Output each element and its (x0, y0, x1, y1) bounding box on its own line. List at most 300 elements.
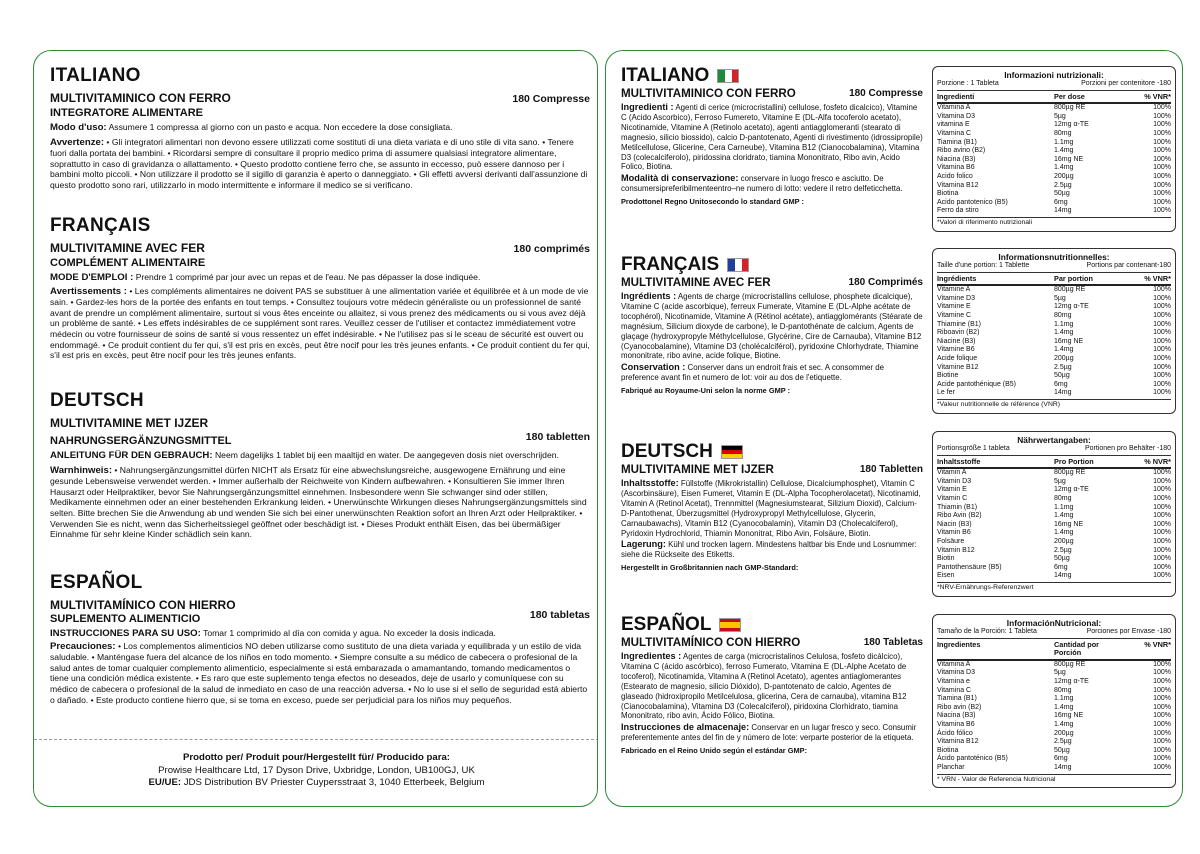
table-row (937, 755, 1171, 764)
nutrient-nrv: 100% (1153, 104, 1171, 112)
nutrient-amount: 6mg (1054, 755, 1068, 763)
warnings-text (50, 286, 590, 361)
warnings-label: Precauciones: (50, 640, 116, 652)
nutrient-nrv: 100% (1153, 494, 1171, 502)
nutrient-amount: 6mg (1054, 563, 1068, 571)
spain-flag-icon (719, 618, 741, 632)
nutrient-amount: 5µg (1054, 477, 1066, 485)
nutrient-amount: 12mg α-TE (1054, 121, 1089, 129)
servings-per-container: Porzioni per contenitore -180 (1081, 80, 1171, 87)
ingredients-value: Agents de charge (microcristallins cellulose, phosphete dicalcique), Vitamine C (acide ascorbique), ferreux Fumerate, Vitamine E (DL-Alphe acétate de tocophérol), Nicotinamide, Vitamine A (Rétinol acétate), antiagglomérants (Stéarate de magnésium, Silicium dioxyde de carbone), le D-pantothénate de calcium, Agents de glaçage (hydroxypropyle Méthylcellulose, Glycérine, Cire de Carnauba), Vitamine B12 (Cyanocobalamine), Vitamine D3 (cholécalciférol), pyridoxine Chlorhydrate, Thiamine mononitrate, ribo avine, acide folique, Biotine. (621, 292, 923, 361)
nutrient-amount: 80mg (1054, 494, 1072, 502)
table-row (937, 295, 1171, 304)
product-name (621, 276, 923, 290)
nutrient-name: Tiamina (B1) (937, 138, 977, 146)
table-row (937, 661, 1171, 670)
warnings-text (50, 641, 590, 706)
nutrient-nrv: 100% (1153, 172, 1171, 180)
nutrient-amount: 16mg NE (1054, 155, 1084, 163)
eu-address (34, 777, 598, 790)
table-row (937, 139, 1171, 148)
made-in-note: Fabriqué au Royaume-Uni selon la norme GMP : (621, 386, 791, 396)
tablet-count: 180 tabletten (525, 431, 590, 443)
nutrient-nrv: 100% (1153, 746, 1171, 754)
nutrient-amount: 80mg (1054, 129, 1072, 137)
nutrient-name: Vitamine D3 (937, 294, 976, 302)
table-row (937, 312, 1171, 321)
language-heading (621, 614, 923, 636)
nutrient-name: Acido pantotenico (B5) (937, 198, 1008, 206)
section-espanol (621, 614, 923, 755)
nutrient-name: Biotine (937, 372, 959, 380)
product-name (621, 87, 923, 101)
nutrient-nrv: 100% (1153, 546, 1171, 554)
nutrient-name: Vitamine E (937, 303, 971, 311)
warnings-value: • Les compléments alimentaires ne doivent PAS se substituer à une alimentation variée et équilibrée et à un mode de vie sain. • Gardez-les hors de la portée des enfants en tout temps. • Consultez toujours votre médecin généraliste ou un professionnel de santé avant de prendre un complément alimentaire, surtout si vous êtes enceinte ou allaitez, si vous prenez des médicaments ou si vous avez déjà un problème de santé. • Les effets indésirables de ce supplément sont rares. Veuillez cesser de l'utiliser et contactez immédiatement votre médecin ou votre fournisseur de soins de santé si vous ressentez un effet indésirable. • Ne l'utilisez pas si le sceau de sécurité est ouvert ou endommagé. • Ce produit contient du fer qui, s'il est pris en excès, peut être nocif pour les très jeunes enfants. • Ce produit contient du fer qui, s'il est pris en excès, peut être nocif pour les très jeunes enfants. (50, 285, 590, 361)
nutrient-nrv: 100% (1153, 520, 1171, 528)
ingredients-label: Inhaltsstoffe: (621, 478, 679, 488)
header-ingredient: Ingrédients (937, 273, 977, 283)
tablet-count: 180 Tabletten (859, 464, 923, 475)
nutrient-name: Vitamine B12 (937, 363, 979, 371)
table-row (937, 355, 1171, 364)
nutrient-name: Biotina (937, 190, 959, 198)
nutrient-amount: 2.5µg (1054, 363, 1072, 371)
nutrient-nrv: 100% (1153, 164, 1171, 172)
nutrient-name: Vitamine B6 (937, 346, 975, 354)
table-row (937, 512, 1171, 521)
ingredients-label: Ingredienti : (621, 102, 674, 112)
table-row (937, 538, 1171, 547)
ingredients-label: Ingredientes : (621, 651, 682, 661)
product-name-text: MULTIVITAMINE AVEC FER (50, 241, 205, 255)
nutrient-amount: 800µg RE (1054, 660, 1086, 668)
table-row (937, 469, 1171, 478)
table-row (937, 164, 1171, 173)
nutrient-amount: 1.1mg (1054, 320, 1074, 328)
header-amount: Par portion (1054, 273, 1093, 283)
nutrient-name: Vitamina C (937, 129, 972, 137)
nutrient-amount: 16mg NE (1054, 520, 1084, 528)
nutrition-title: Nährwertangaben: (1017, 435, 1091, 445)
section-francais (621, 254, 923, 395)
nutrient-nrv: 100% (1153, 669, 1171, 677)
nutrient-name: Vitamina C (937, 686, 972, 694)
nutrient-name: Niacina (B3) (937, 155, 976, 163)
usage-value: Tomar 1 comprimido al día con comida y agua. No exceder la dosis indicada. (203, 628, 496, 638)
nutrient-nrv: 100% (1153, 712, 1171, 720)
tablet-count: 180 Comprimés (848, 277, 923, 288)
nutrient-name: Niacine (B3) (937, 337, 976, 345)
nutrient-name: Vitamina B12 (937, 181, 979, 189)
nutrient-nrv: 100% (1153, 729, 1171, 737)
nutrient-nrv: 100% (1153, 121, 1171, 129)
nutrient-name: vitamina E (937, 121, 970, 129)
table-row (937, 329, 1171, 338)
product-name-text: MULTIVITAMÍNICO CON HIERRO (50, 598, 236, 612)
nrv-footnote: * VRN - Valor de Referencia Nutricional (937, 774, 1171, 785)
nutrient-amount: 5µg (1054, 294, 1066, 302)
table-row (937, 529, 1171, 538)
table-row (937, 364, 1171, 373)
nutrient-nrv: 100% (1153, 572, 1171, 580)
tablet-count: 180 Compresse (512, 93, 590, 105)
header-ingredient: Inhaltsstoffe (937, 456, 981, 466)
nutrient-nrv: 100% (1153, 155, 1171, 163)
table-row (937, 669, 1171, 678)
nutrient-amount: 800µg RE (1054, 469, 1086, 477)
tablet-count: 180 comprimés (513, 243, 590, 255)
usage-text (50, 628, 590, 640)
section-espanol (50, 573, 590, 705)
nutrient-nrv: 100% (1153, 147, 1171, 155)
usage-value: Assumere 1 compressa al giorno con un pasto e acqua. Non eccedere la dose consigliata. (108, 122, 453, 132)
product-name-text: MULTIVITAMINE AVEC FER (621, 276, 771, 289)
nutrient-amount: 1.1mg (1054, 695, 1074, 703)
nutrient-name: Eisen (937, 572, 955, 580)
language-heading-text: ESPAÑOL (621, 614, 712, 635)
tablet-count: 180 Compresse (849, 88, 923, 99)
nutrient-nrv: 100% (1153, 529, 1171, 537)
product-name-text: MULTIVITAMINICO CON FERRO (621, 87, 796, 100)
usage-label: ANLEITUNG FÜR DEN GEBRAUCH: (50, 450, 213, 461)
section-deutsch (621, 441, 923, 572)
nutrient-amount: 200µg (1054, 172, 1074, 180)
nutrient-amount: 1.4mg (1054, 529, 1074, 537)
nutrient-nrv: 100% (1153, 207, 1171, 215)
nutrient-name: Vitamin B12 (937, 546, 975, 554)
nutrient-amount: 2.5µg (1054, 738, 1072, 746)
table-row (937, 173, 1171, 182)
usage-label: INSTRUCCIONES PARA SU USO: (50, 628, 201, 639)
table-row (937, 738, 1171, 747)
language-heading-text: ITALIANO (621, 65, 710, 86)
storage-value: Kühl und trocken lagern. Mindestens haltbar bis Ende und Losnummer: siehe die Rückseite des Etiketts. (621, 540, 917, 560)
header-nrv: % VNR* (1144, 91, 1171, 101)
nutrient-amount: 1.4mg (1054, 346, 1074, 354)
nutrient-amount: 6mg (1054, 198, 1068, 206)
nutrient-name: Biotin (937, 555, 955, 563)
section-deutsch (50, 391, 590, 540)
nutrient-name: Niacina (B3) (937, 712, 976, 720)
language-heading-text: FRANÇAIS (621, 254, 720, 275)
nutrient-nrv: 100% (1153, 695, 1171, 703)
ingredients-text (621, 652, 923, 721)
warnings-value: • Nahrungsergänzungsmittel dürfen NICHT als Ersatz für eine abwechslungsreiche, ausgewogene Ernährung und eine gesunde Lebensweise verwendet werden. • Immer außerhalb der Reichweite von Kindern aufbewahren. • Konsultieren Sie immer Ihren Hausarzt oder Heilpraktiker, bevor Sie Nahrungsergänzungsmittel einnehmen. Insbesondere wenn Sie schwanger sind oder stillen, Medikamente einnehmen oder an einer bestehenden Erkrankung leiden. • Unerwünschte Wirkungen dieses Nahrungsergänzungsmittels sind selten. Bitte brechen Sie die Anwendung ab und wenden Sie sich bei einer unerwünschten Reaktion sofort an Ihren Arzt oder Heilpraktiker. • Verwenden Sie es nicht, wenn das Sicherheitssiegel geöffnet oder beschädigt ist. • Dieses Produkt enthält Eisen, das bei übermäßiger Einnahme für sehr kleine Kinder schädlich sein kann. (50, 464, 587, 540)
nutrient-nrv: 100% (1153, 294, 1171, 302)
nutrient-nrv: 100% (1153, 555, 1171, 563)
table-row (937, 121, 1171, 130)
nutrient-nrv: 100% (1153, 320, 1171, 328)
usage-text (50, 272, 590, 284)
nutrient-amount: 1.4mg (1054, 512, 1074, 520)
nutrient-amount: 1.4mg (1054, 720, 1074, 728)
made-in-note: Prodottonel Regno Unitosecondo lo standard GMP : (621, 197, 804, 207)
made-in-note: Fabricado en el Reino Unido según el estándar GMP: (621, 746, 808, 756)
product-category: NAHRUNGSERGÄNZUNGSMITTEL (50, 435, 232, 447)
nutrient-amount: 1.4mg (1054, 329, 1074, 337)
nutrient-nrv: 100% (1153, 512, 1171, 520)
product-category: COMPLÉMENT ALIMENTAIRE (50, 257, 206, 269)
germany-flag-icon (721, 445, 743, 459)
table-row (937, 286, 1171, 295)
nutrient-amount: 200µg (1054, 729, 1074, 737)
nutrient-name: Vitamine A (937, 286, 971, 294)
nutrient-nrv: 100% (1153, 372, 1171, 380)
nutrient-name: Ácido pantoténico (B5) (937, 755, 1008, 763)
nutrient-amount: 200µg (1054, 354, 1074, 362)
storage-text (621, 363, 923, 383)
table-row (937, 338, 1171, 347)
nutrient-amount: 80mg (1054, 311, 1072, 319)
nutrient-name: Planchar (937, 763, 965, 771)
table-header (937, 456, 1171, 470)
nutrient-amount: 800µg RE (1054, 286, 1086, 294)
nutrient-name: Vitamina B12 (937, 738, 979, 746)
table-row (937, 687, 1171, 696)
nutrient-amount: 80mg (1054, 686, 1072, 694)
storage-value: Conservar en un lugar fresco y seco. Consumir preferentemente antes del fin de y número de lote: verparte posterior de la etiqueta. (621, 723, 917, 743)
table-row (937, 521, 1171, 530)
nutrient-nrv: 100% (1153, 660, 1171, 668)
table-row (937, 712, 1171, 721)
table-row (937, 346, 1171, 355)
serving-size: Tamaño de la Porción: 1 Tableta (937, 628, 1037, 635)
table-row (937, 389, 1171, 398)
nutrient-name: Vitamina A (937, 660, 971, 668)
table-row (937, 130, 1171, 139)
table-header (937, 91, 1171, 105)
nutrient-name: Vitamina D3 (937, 669, 976, 677)
table-row (937, 555, 1171, 564)
nutrient-nrv: 100% (1153, 138, 1171, 146)
nutrient-name: Thiamine (B1) (937, 320, 981, 328)
table-row (937, 207, 1171, 216)
header-nrv: % VNR* (1144, 639, 1171, 649)
serving-size: Portionsgröße 1 tableta (937, 445, 1010, 452)
nutrient-amount: 50µg (1054, 746, 1070, 754)
nutrient-name: Ribo avin (B2) (937, 703, 982, 711)
nutrition-title: Informationsnutritionnelles: (998, 252, 1110, 262)
nutrient-nrv: 100% (1153, 346, 1171, 354)
serving-info (937, 445, 1171, 456)
nutrient-amount: 12mg α-TE (1054, 303, 1089, 311)
table-header (937, 273, 1171, 287)
ingredients-text (621, 103, 923, 172)
nrv-footnote: *Valeur nutritionnelle de référence (VNR) (937, 399, 1171, 410)
nutrient-nrv: 100% (1153, 563, 1171, 571)
nutrient-amount: 16mg NE (1054, 712, 1084, 720)
nutrient-nrv: 100% (1153, 686, 1171, 694)
serving-size: Porzione : 1 Tableta (937, 80, 999, 87)
nutrient-nrv: 100% (1153, 703, 1171, 711)
nutrient-name: Vitamin C (937, 494, 968, 502)
nutrient-amount: 14mg (1054, 763, 1072, 771)
table-row (937, 321, 1171, 330)
nutrient-nrv: 100% (1153, 755, 1171, 763)
nutrient-nrv: 100% (1153, 738, 1171, 746)
storage-value: Conserver dans un endroit frais et sec. A consommer de preference avant fin et numero de lot: voir au dos de l'etiquette. (621, 363, 885, 383)
product-name-text: MULTIVITAMINICO CON FERRO (50, 91, 231, 105)
table-row (937, 547, 1171, 556)
table-row (937, 147, 1171, 156)
nutrient-amount: 50µg (1054, 190, 1070, 198)
nutrient-nrv: 100% (1153, 112, 1171, 120)
storage-value: conservare in luogo fresco e asciutto. De consumersipreferibilmenteentro–ne numero di lotto: vedere il retro delfeticchetta. (621, 174, 903, 194)
nutrient-name: Acido folico (937, 172, 973, 180)
left-label-panel (33, 50, 598, 807)
right-label-panel (605, 50, 1183, 807)
nutrition-table-es (932, 614, 1176, 788)
nutrition-table-de (932, 431, 1176, 597)
eu-label: EU/UE: (148, 777, 182, 788)
table-row (937, 730, 1171, 739)
nutrient-name: Acide folique (937, 354, 978, 362)
header-amount: Cantidad por Porción (1054, 639, 1099, 658)
nutrient-name: Acide pantothénique (B5) (937, 380, 1016, 388)
nutrient-amount: 2.5µg (1054, 181, 1072, 189)
nutrient-name: Vitamina e (937, 677, 970, 685)
nutrient-name: Vitamina D3 (937, 112, 976, 120)
nutrient-nrv: 100% (1153, 486, 1171, 494)
nutrient-name: Ribo avino (B2) (937, 147, 986, 155)
header-nrv: % VNR* (1144, 273, 1171, 283)
storage-text (621, 723, 923, 743)
nutrient-nrv: 100% (1153, 303, 1171, 311)
ingredients-value: Füllstoffe (Mikrokristallin) Cellulose, Dicalciumphosphet), Vitamin C (Ascorbinsäure), Eisen Fumeret, Vitamin E (DL-Alpha Tocopherolacetat), Nicotinamid, Vitamin A (Retinol Acetat), Trennmittel (Magnesiumstearat, Silizium Dioxid), Calcium-D-Pantothenat, Überzugsmittel (Hydroxypropyl Methylcellulose, Glycerin, Carnaubawachs), Vitamin B12 (Cyanocobalamin), Vitamin D3 (Cholecalciferol), Pyridoxin Hydrochlorid, Thiamin Mononitrat, Ribo Avin, Folsäure, Biotin. (621, 479, 921, 538)
nutrient-amount: 1.1mg (1054, 503, 1074, 511)
storage-label: Conservation : (621, 362, 686, 373)
nutrient-name: Le fer (937, 389, 955, 397)
nutrient-amount: 12mg α-TE (1054, 486, 1089, 494)
italy-flag-icon (717, 69, 739, 83)
language-heading: FRANÇAIS (50, 215, 151, 236)
usage-label: Modo d'uso: (50, 122, 107, 133)
warnings-value: • Gli integratori alimentari non devono essere utilizzati come sostituti di una dieta variata e di uno stile di vita sano. • Tenere fuori dalla portata dei bambini. • Ricordarsi sempre di consultare il proprio medico prima di assumere qualsiasi integratore alimentare, soprattutto in caso di gravidanza o allattamento. • Questo prodotto contiene ferro che, se assunto in eccesso, può essere dannoso per i bambini molto piccoli. • Non utilizzare il prodotto se il sigillo di garanzia è aperto o danneggiato. • Gli effetti avversi derivanti dall'assunzione di questo prodotto sono rari, utilizzarlo in modo intermittente e informare il medico se si verificano. (50, 136, 588, 190)
nutrient-nrv: 100% (1153, 363, 1171, 371)
language-heading: DEUTSCH (50, 390, 144, 411)
france-flag-icon (727, 258, 749, 272)
nutrient-name: Ácido fólico (937, 729, 973, 737)
nutrient-amount: 50µg (1054, 555, 1070, 563)
product-name (50, 91, 590, 105)
made-in-note: Hergestellt in Großbritannien nach GMP-Standard: (621, 563, 799, 573)
ingredients-value: Agenti di cerice (microcristallini) cellulose, fosfeto dicalcico), Vitamine C (Acido Ascorbico), Ferroso Fumereto, Vitamine E (DL-Alfa tocoferolo acetato), Nicotinamide, Vitamine A (Retinolo acetato), agenti antiagglomeranti (stearato di magnesio, silicio biossido), calcio D-pantotenato, Agenti di rivestimento (idrossipropile) Metilcellulose, Glicerine, Cera Carneube), Vitamina B12 (Cianocobalamina), Vitamina D3 (colecalciferolo), piridossina cloridrato, tiamina Mononitrato, Ribo avin, Acido Folico, Biotina. (621, 103, 923, 172)
nutrient-name: Vitamin D3 (937, 477, 972, 485)
nutrient-amount: 1.4mg (1054, 703, 1074, 711)
storage-label: Instrucciones de almacenaje: (621, 722, 750, 733)
product-name-text: MULTIVITAMÍNICO CON HIERRO (621, 636, 801, 649)
section-francais (50, 216, 590, 361)
nutrient-amount: 2.5µg (1054, 546, 1072, 554)
uk-address: Prowise Healthcare Ltd, 17 Dyson Drive, Uxbridge, London, UB100GJ, UK (158, 764, 475, 776)
nutrient-nrv: 100% (1153, 329, 1171, 337)
section-italiano (621, 65, 923, 206)
usage-value: Prendre 1 comprimé par jour avec un repas et de l'eau. Ne pas dépasser la dose indiquée. (135, 272, 481, 282)
warnings-label: Avertissements : (50, 285, 127, 297)
usage-text (50, 450, 590, 462)
ingredients-text (621, 292, 923, 361)
language-heading (621, 65, 923, 87)
warnings-text (50, 137, 590, 191)
nutrient-nrv: 100% (1153, 389, 1171, 397)
nutrition-table-fr (932, 248, 1176, 414)
nutrient-amount: 1.4mg (1054, 147, 1074, 155)
table-row (937, 372, 1171, 381)
eu-address-text: JDS Distribution BV Priester Cuypersstraat 3, 1040 Etterbeek, Belgium (183, 777, 485, 788)
product-name-text: MULTIVITAMINE MET IJZER (621, 463, 774, 476)
header-ingredient: Ingredienti (937, 91, 975, 101)
serving-info (937, 628, 1171, 639)
product-name (621, 463, 923, 477)
nutrient-name: Folsäure (937, 537, 965, 545)
serving-info (937, 262, 1171, 273)
storage-text (621, 540, 923, 560)
table-row (937, 113, 1171, 122)
produced-for-label: Prodotto per/ Produit pour/Hergestellt für/ Producido para: (182, 752, 451, 763)
ingredients-text (621, 479, 923, 538)
manufacturer-footer (34, 739, 598, 790)
table-row (937, 156, 1171, 165)
table-row (937, 104, 1171, 113)
table-row (937, 478, 1171, 487)
ingredients-label: Ingrédients : (621, 291, 677, 301)
language-heading: ESPAÑOL (50, 572, 143, 593)
serving-info (937, 80, 1171, 91)
table-row (937, 678, 1171, 687)
usage-label: MODE D'EMPLOI : (50, 272, 134, 283)
nutrient-nrv: 100% (1153, 537, 1171, 545)
nrv-footnote: *Valori di riferimento nutrizionali (937, 217, 1171, 228)
language-heading-text: DEUTSCH (621, 441, 713, 462)
servings-per-container: Portions par contenant-180 (1086, 262, 1171, 269)
table-row (937, 572, 1171, 581)
nutrient-amount: 12mg α-TE (1054, 677, 1089, 685)
header-amount: Pro Portion (1054, 456, 1094, 466)
nutrient-nrv: 100% (1153, 354, 1171, 362)
nutrient-name: Vitamin E (937, 486, 967, 494)
table-row (937, 704, 1171, 713)
nutrient-nrv: 100% (1153, 337, 1171, 345)
usage-text (50, 122, 590, 134)
nutrient-nrv: 100% (1153, 677, 1171, 685)
language-heading: ITALIANO (50, 65, 141, 86)
nutrient-nrv: 100% (1153, 763, 1171, 771)
tablet-count: 180 Tabletas (863, 637, 923, 648)
language-heading (621, 254, 923, 276)
nutrient-nrv: 100% (1153, 720, 1171, 728)
table-row (937, 199, 1171, 208)
nutrient-name: Vitamina B6 (937, 164, 975, 172)
nutrient-name: Thiamin (B1) (937, 503, 978, 511)
nutrient-amount: 800µg RE (1054, 104, 1086, 112)
nutrition-table-it (932, 66, 1176, 232)
storage-text (621, 174, 923, 194)
nutrient-name: Niacin (B3) (937, 520, 972, 528)
servings-per-container: Portionen pro Behälter -180 (1085, 445, 1171, 452)
nutrient-amount: 14mg (1054, 572, 1072, 580)
nutrient-name: Biotina (937, 746, 959, 754)
warnings-text (50, 465, 590, 540)
nutrient-nrv: 100% (1153, 286, 1171, 294)
nutrient-name: Vitamin A (937, 469, 967, 477)
nutrient-nrv: 100% (1153, 198, 1171, 206)
warnings-label: Warnhinweis: (50, 464, 113, 476)
nutrient-nrv: 100% (1153, 311, 1171, 319)
nutrient-name: Vitamina A (937, 104, 971, 112)
nutrient-name: Ferro da stiro (937, 207, 979, 215)
nutrient-nrv: 100% (1153, 129, 1171, 137)
